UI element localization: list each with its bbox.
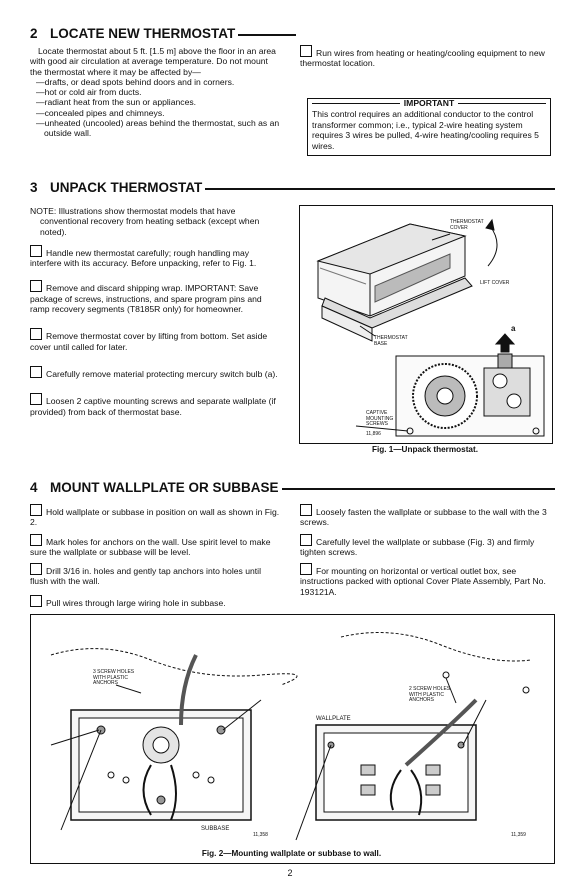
label-base: THERMOSTAT BASE [374,335,408,347]
mount-step [300,534,552,558]
checkbox[interactable] [30,280,42,292]
step-text: Handle new thermostat carefully; rough handling may interfere with its accuracy. Before unpacking, refer to Fig. 1. [30,247,257,269]
checkbox[interactable] [30,504,42,516]
label-wallplate: WALLPLATE [316,716,351,722]
mount-step [30,534,280,558]
step-text: For mounting on horizontal or vertical outlet box, see instructions packed with optional Cover Plate Assembly, Part No. 193121A. [300,566,546,597]
step-text: Loosely fasten the wallplate or subbase to the wall with the 3 screws. [300,507,547,528]
label-screws: CAPTIVE MOUNTING SCREWS [366,410,394,428]
checkbox[interactable] [30,245,42,257]
important-text: This control requires an additional conductor to the control transformer common; i.e., typical 2-wire heating system requires 3 wires be pulled, 4-wire heating/cooling requires 5 wires. [312,109,539,151]
checkbox[interactable] [30,563,42,575]
mount-step [30,563,280,587]
unpack-step [30,393,280,417]
figure-2-caption: Fig. 2—Mounting wallplate or subbase to wall. [201,849,382,858]
step-text: Mark holes for anchors on the wall. Use spirit level to make sure the wallplate or subbase will be level. [30,536,271,557]
checkbox[interactable] [300,504,312,516]
section-number: 4 [30,480,38,495]
heading-rule [205,188,555,190]
section-3-body [30,206,280,417]
step-text: Remove thermostat cover by lifting from bottom. Set aside cover until called for later. [30,331,268,352]
heading-rule [282,488,556,490]
step-text: Hold wallplate or subbase in position on wall as shown in Fig. 2. [30,507,280,528]
mount-step [300,504,552,528]
locate-bullets [34,77,280,139]
step-text: Run wires from heating or heating/cooling equipment to new thermostat location. [300,48,545,69]
mount-step [30,595,280,608]
checkbox[interactable] [300,563,312,575]
checkbox[interactable] [30,328,42,340]
figure-code: 11,896 [366,431,381,437]
mount-step [300,563,552,597]
fig2-illustration [31,615,554,863]
list-item: —drafts, or dead spots behind doors and in corners. [36,76,235,87]
figure-1 [299,205,553,444]
unpack-step [30,366,280,379]
section-3-heading [30,180,555,195]
step-text: Drill 3/16 in. holes and gently tap anchors into holes until flush with the wall. [30,566,261,587]
figure-code: 11,359 [511,832,526,838]
list-item: —concealed pipes and chimneys. [36,107,165,118]
section-4-heading [30,480,555,495]
checkbox[interactable] [30,595,42,607]
section-2-body [30,46,280,139]
step-text: Pull wires through large wiring hole in subbase. [46,597,226,608]
unpack-step [30,245,280,269]
section-number: 2 [30,26,38,41]
mount-step [30,504,280,528]
label-lift: LIFT COVER [480,280,510,286]
section-4-left [30,504,280,608]
label-cover: THERMOSTAT COVER [450,219,484,231]
locate-intro: Locate thermostat about 5 ft. [1.5 m] above the floor in an area with good air circulation at average temperature. Do not mount the thermostat where it may be affected by— [30,46,276,77]
figure-code: 11,358 [253,832,268,838]
step-text: Carefully level the wallplate or subbase (Fig. 3) and firmly tighten screws. [300,536,535,557]
list-item: —radiant heat from the sun or appliances. [36,97,197,108]
label-subbase: SUBBASE [201,826,230,832]
section-title: LOCATE NEW THERMOSTAT [50,26,236,41]
label-two-holes: 2 SCREW HOLES WITH PLASTIC ANCHORS [409,686,451,704]
page-number: 2 [287,868,293,878]
section-title: MOUNT WALLPLATE OR SUBBASE [50,480,279,495]
section-title: UNPACK THERMOSTAT [50,180,203,195]
checkbox[interactable] [300,534,312,546]
section-number: 3 [30,180,38,195]
unpack-step [30,328,280,352]
checkbox[interactable] [30,393,42,405]
important-box [307,98,551,156]
run-wires-step [300,45,550,69]
step-text: Remove and discard shipping wrap. IMPORTANT: Save package of screws, instructions, and spare program pins and ramp recovery segments (T8185R only) for homeowner. [30,283,262,315]
heading-rule [238,34,296,36]
step-text: Carefully remove material protecting mercury switch bulb (a). [46,368,278,379]
label-three-holes: 3 SCREW HOLES WITH PLASTIC ANCHORS [93,669,135,687]
list-item: —unheated (uncooled) areas behind the thermostat, such as an outside wall. [36,118,280,139]
label-a: a [511,324,516,333]
list-item: —hot or cold air from ducts. [36,87,142,98]
figure-2 [30,614,555,864]
important-title: IMPORTANT [403,98,455,108]
unpack-note: NOTE: Illustrations show thermostat models that have conventional recovery from heating setback (except when noted). [30,206,260,237]
checkbox[interactable] [30,366,42,378]
section-4-right [300,504,552,597]
section-2-heading [30,26,296,41]
step-text: Loosen 2 captive mounting screws and separate wallplate (if provided) from back of thermostat base. [30,396,276,417]
unpack-step [30,280,280,314]
figure-1-caption: Fig. 1—Unpack thermostat. [371,445,478,454]
checkbox[interactable] [30,534,42,546]
checkbox[interactable] [300,45,312,57]
